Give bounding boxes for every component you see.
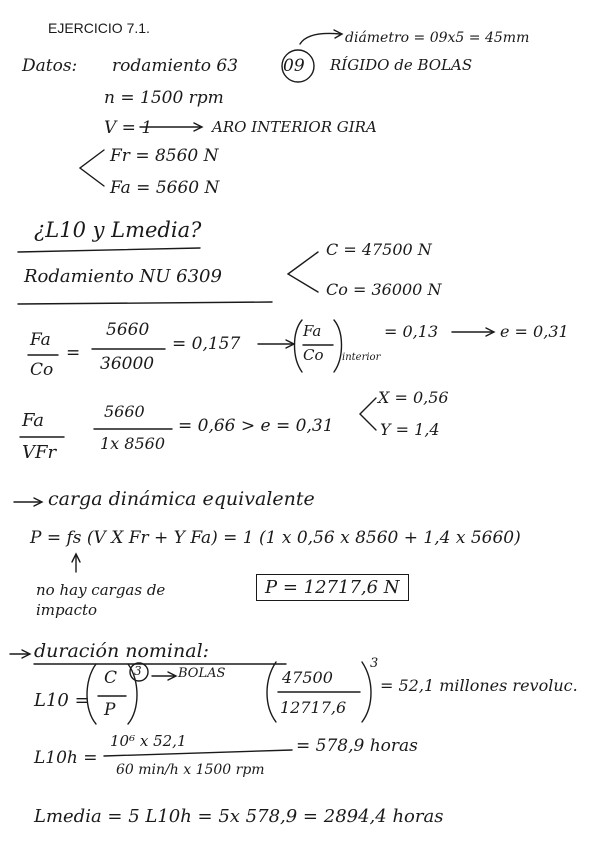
l10h-lhs: L10h =: [34, 748, 98, 768]
carga-formula: P = fs (V X Fr + Y Fa) = 1 (1 x 0,56 x 8560 + 1,4 x 5660): [30, 528, 521, 548]
ratio2-den: 1x 8560: [100, 434, 166, 453]
ratio2-result: = 0,66 > e = 0,31: [178, 416, 334, 436]
datos-label: Datos:: [22, 56, 78, 76]
ratio1-table-sub: interior: [342, 352, 381, 363]
l10-result: = 52,1 millones revoluc.: [380, 676, 578, 695]
l10h-result: = 578,9 horas: [296, 736, 418, 756]
l10h-num: 10⁶ x 52,1: [110, 732, 187, 750]
ratio2-num: 5660: [104, 402, 145, 421]
l10-eq-den: 12717,6: [280, 698, 347, 717]
l10-lhs: L10 =: [34, 690, 90, 711]
rodamiento-circled-digits: 09: [283, 56, 305, 76]
duracion-heading: duración nominal:: [34, 640, 210, 662]
ratio1-table-den: Co: [303, 346, 324, 364]
exercise-title: EJERCICIO 7.1.: [48, 20, 150, 36]
bolas-note: BOLAS: [178, 666, 226, 681]
carga-heading: carga dinámica equivalente: [48, 488, 315, 510]
ratio1-table-num: Fa: [303, 322, 322, 340]
l10-eq-exponent: 3: [370, 656, 379, 671]
rodamiento-type: RÍGIDO de BOLAS: [330, 56, 473, 74]
fa-value: Fa = 5660 N: [110, 178, 220, 198]
l10-eq-num: 47500: [282, 668, 333, 687]
e-value: e = 0,31: [500, 322, 569, 341]
lmedia-line: Lmedia = 5 L10h = 5x 578,9 = 2894,4 horas: [34, 806, 444, 827]
ratio1-table-value: = 0,13: [384, 322, 439, 341]
l10-frac-den: P: [104, 700, 116, 720]
fs-note: no hay cargas de impacto: [36, 581, 166, 619]
l10h-den: 60 min/h x 1500 rpm: [116, 762, 265, 778]
x-factor: X = 0,56: [378, 388, 449, 407]
p-result-boxed: P = 12717,6 N: [256, 574, 409, 601]
ratio1-result: = 0,157: [172, 334, 241, 354]
equals-sign: =: [66, 343, 81, 363]
v-value: V = 1: [104, 118, 153, 138]
ratio1-num: 5660: [106, 320, 150, 340]
l10-frac-num: C: [104, 668, 118, 688]
ratio2-lhs-den: VFr: [22, 442, 57, 463]
ratio2-lhs-num: Fa: [22, 410, 44, 431]
diameter-note: diámetro = 09x5 = 45mm: [345, 30, 530, 46]
question: ¿L10 y Lmedia?: [34, 218, 202, 242]
speed-value: n = 1500 rpm: [104, 88, 224, 108]
c0-value: Co = 36000 N: [326, 280, 442, 299]
rodamiento-label: rodamiento 63: [112, 56, 239, 76]
ratio1-lhs-num: Fa: [30, 330, 51, 350]
y-factor: Y = 1,4: [380, 420, 440, 439]
v-note: ARO INTERIOR GIRA: [212, 118, 377, 136]
ratio1-den: 36000: [100, 354, 155, 374]
ratio1-lhs-den: Co: [30, 360, 54, 380]
fr-value: Fr = 8560 N: [110, 146, 219, 166]
l10-exponent: 3: [134, 664, 142, 678]
c-value: C = 47500 N: [326, 240, 432, 259]
rodamiento-nu-label: Rodamiento NU 6309: [24, 266, 222, 287]
